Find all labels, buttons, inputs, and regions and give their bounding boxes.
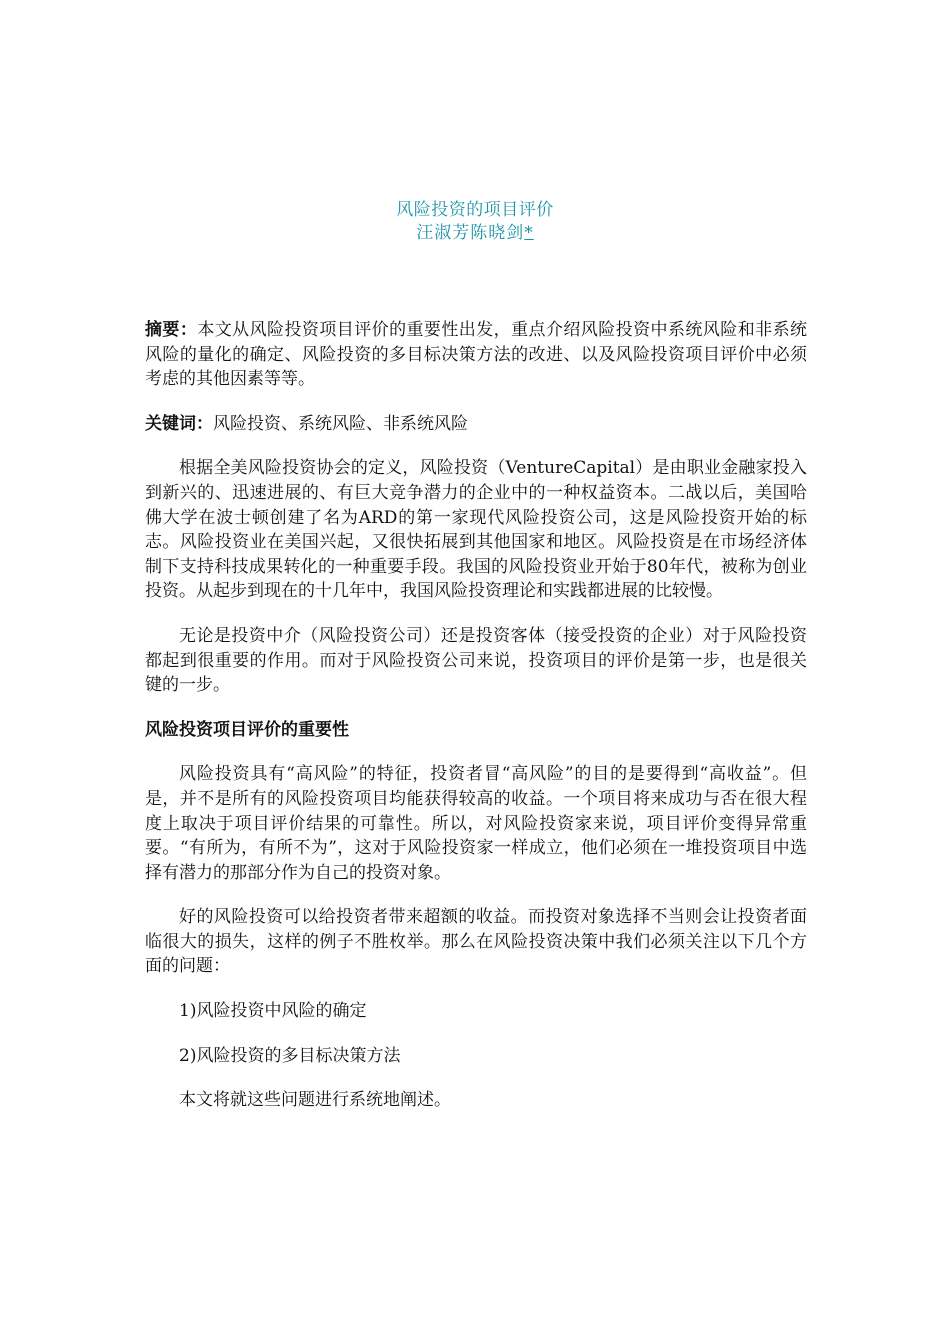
list-item-1: 1)风险投资中风险的确定	[179, 1001, 367, 1022]
abstract-label: 摘要：	[145, 320, 198, 340]
keywords-label: 关键词：	[145, 413, 213, 434]
title-block	[0, 199, 950, 245]
paragraph-closing: 本文将就这些问题进行系统地阐述。	[179, 1090, 451, 1111]
paragraph-issues: 好的风险投资可以给投资者带来超额的收益。而投资对象选择不当则会让投资者面临很大的损失，这样的例子不胜枚举。那么在风险投资决策中我们必须关注以下几个方面的问题：	[145, 907, 807, 977]
keywords	[145, 412, 807, 437]
author-line	[0, 222, 950, 245]
author-footnote-mark[interactable]: *	[524, 223, 534, 243]
list-item-2: 2)风险投资的多目标决策方法	[179, 1045, 401, 1066]
abstract-text: 本文从风险投资项目评价的重要性出发，重点介绍风险投资中系统风险和非系统风险的量化的确定、风险投资的多目标决策方法的改进、以及风险投资项目评价中必须考虑的其他因素等等。	[145, 320, 808, 390]
paragraph-importance: 风险投资具有“高风险”的特征，投资者冒“高风险”的目的是要得到“高收益”。但是，并不是所有的风险投资项目均能获得较高的收益。一个项目将来成功与否在很大程度上取决于项目评价结果的可靠性。所以，对风险投资家来说，项目评价变得异常重要。“有所为，有所不为”，这对于风险投资家一样成立，他们必须在一堆投资项目中选择有潜力的那部分作为自己的投资对象。	[145, 764, 807, 883]
paragraph-intro: 根据全美风险投资协会的定义，风险投资（VentureCapital）是由职业金融家投入到新兴的、迅速进展的、有巨大竞争潜力的企业中的一种权益资本。二战以后，美国哈佛大学在波士顿创建了名为ARD的第一家现代风险投资公司，这是风险投资开始的标志。风险投资业在美国兴起，又很快拓展到其他国家和地区。风险投资是在市场经济体制下支持科技成果转化的一种重要手段。我国的风险投资业开始于80年代，被称为创业投资。从起步到现在的十几年中，我国风险投资理论和实践都进展的比较慢。	[145, 458, 807, 602]
paragraph-role: 无论是投资中介（风险投资公司）还是投资客体（接受投资的企业）对于风险投资都起到很重要的作用。而对于风险投资公司来说，投资项目的评价是第一步，也是很关键的一步。	[145, 625, 807, 696]
abstract	[145, 318, 807, 392]
section-heading: 风险投资项目评价的重要性	[145, 719, 349, 740]
authors: 汪淑芳陈晓剑	[416, 223, 525, 243]
keywords-text: 风险投资、系统风险、非系统风险	[213, 413, 468, 434]
document-body	[145, 318, 807, 1133]
document-title: 风险投资的项目评价	[396, 200, 554, 220]
